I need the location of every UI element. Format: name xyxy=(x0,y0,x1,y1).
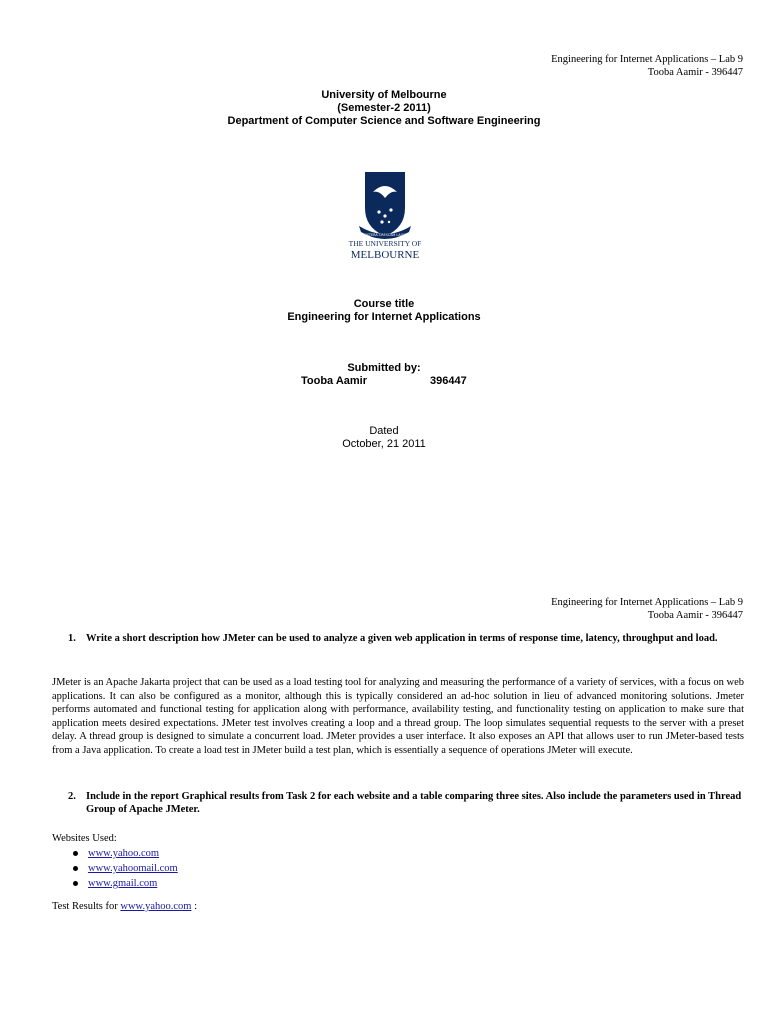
submitted-label: Submitted by: xyxy=(347,362,421,374)
list-item xyxy=(70,861,178,876)
website-link-yahoomail[interactable]: www.yahoomail.com xyxy=(88,863,178,874)
test-results-suffix: : xyxy=(191,901,197,912)
question-1 xyxy=(68,632,744,662)
logo-shield-icon xyxy=(365,172,405,236)
question-2 xyxy=(68,790,744,820)
websites-list xyxy=(70,846,178,891)
course-name: Engineering for Internet Applications xyxy=(287,311,481,323)
answer-1-paragraph: JMeter is an Apache Jakarta project that can be used as a load testing tool for analyzing and measuring the performance of a variety of services, with a focus on web applications. It can also be configured as a monitor, although this is typically considered an ad-hoc solution in lieu of advanced monitoring solutions. Jmeter performs automated and functional testing for application along with performance, availability testing, and functionality testing on application to make sure that application meets desired expectations. JMeter test involves creating a loop and a thread group. The loop simulates sequential requests to the server with a preset delay. A thread group is designed to simulate a concurrent load. JMeter provides a user interface. It also exposes an API that allows user to run JMeter-based tests from a Java application. To create a load test in JMeter build a test plan, which is essentially a sequence of operations JMeter will execute. xyxy=(52,677,744,756)
university-name: University of Melbourne xyxy=(321,89,447,101)
header-course-lab: Engineering for Internet Applications – Lab 9 xyxy=(551,54,743,65)
question-number: 2. xyxy=(68,791,76,802)
logo-motto: POSTERA CRESCAM LAUDE xyxy=(362,233,408,237)
semester: (Semester-2 2011) xyxy=(337,102,431,114)
submitter-name: Tooba Aamir xyxy=(301,375,368,387)
header-course-lab: Engineering for Internet Applications – Lab 9 xyxy=(551,597,743,608)
page-header-1 xyxy=(551,53,743,79)
website-link-gmail[interactable]: www.gmail.com xyxy=(88,878,158,889)
page-header-2 xyxy=(551,596,743,622)
bullet-icon xyxy=(73,881,78,886)
course-label: Course title xyxy=(353,298,415,310)
list-item xyxy=(70,846,178,861)
question-number: 1. xyxy=(68,633,76,644)
question-text: Include in the report Graphical results from Task 2 for each website and a table comparing three sites. Also include the parameters used in Thread Group of Apache JMeter. xyxy=(86,791,742,815)
date-value: October, 21 2011 xyxy=(342,438,426,450)
website-link-yahoo[interactable]: www.yahoo.com xyxy=(88,848,160,859)
header-author: Tooba Aamir - 396447 xyxy=(647,610,743,621)
header-author: Tooba Aamir - 396447 xyxy=(647,67,743,78)
date-label: Dated xyxy=(369,425,399,437)
university-logo xyxy=(335,170,435,262)
submitter-id: 396447 xyxy=(430,375,467,387)
logo-name-line1: THE UNIVERSITY OF xyxy=(348,239,422,248)
test-results-link[interactable]: www.yahoo.com xyxy=(120,901,192,912)
test-results-line xyxy=(52,900,197,913)
websites-label: Websites Used: xyxy=(52,833,117,844)
bullet-icon xyxy=(73,851,78,856)
test-results-prefix: Test Results for xyxy=(52,901,121,912)
question-text: Write a short description how JMeter can be used to analyze a given web application in terms of response time, latency, throughput and load. xyxy=(86,633,718,644)
date-block xyxy=(0,425,768,451)
list-item xyxy=(70,876,178,891)
course-block xyxy=(0,298,768,324)
department-name: Department of Computer Science and Software Engineering xyxy=(227,115,541,127)
logo-name-line2: MELBOURNE xyxy=(350,249,420,261)
title-block xyxy=(0,89,768,128)
bullet-icon xyxy=(73,866,78,871)
